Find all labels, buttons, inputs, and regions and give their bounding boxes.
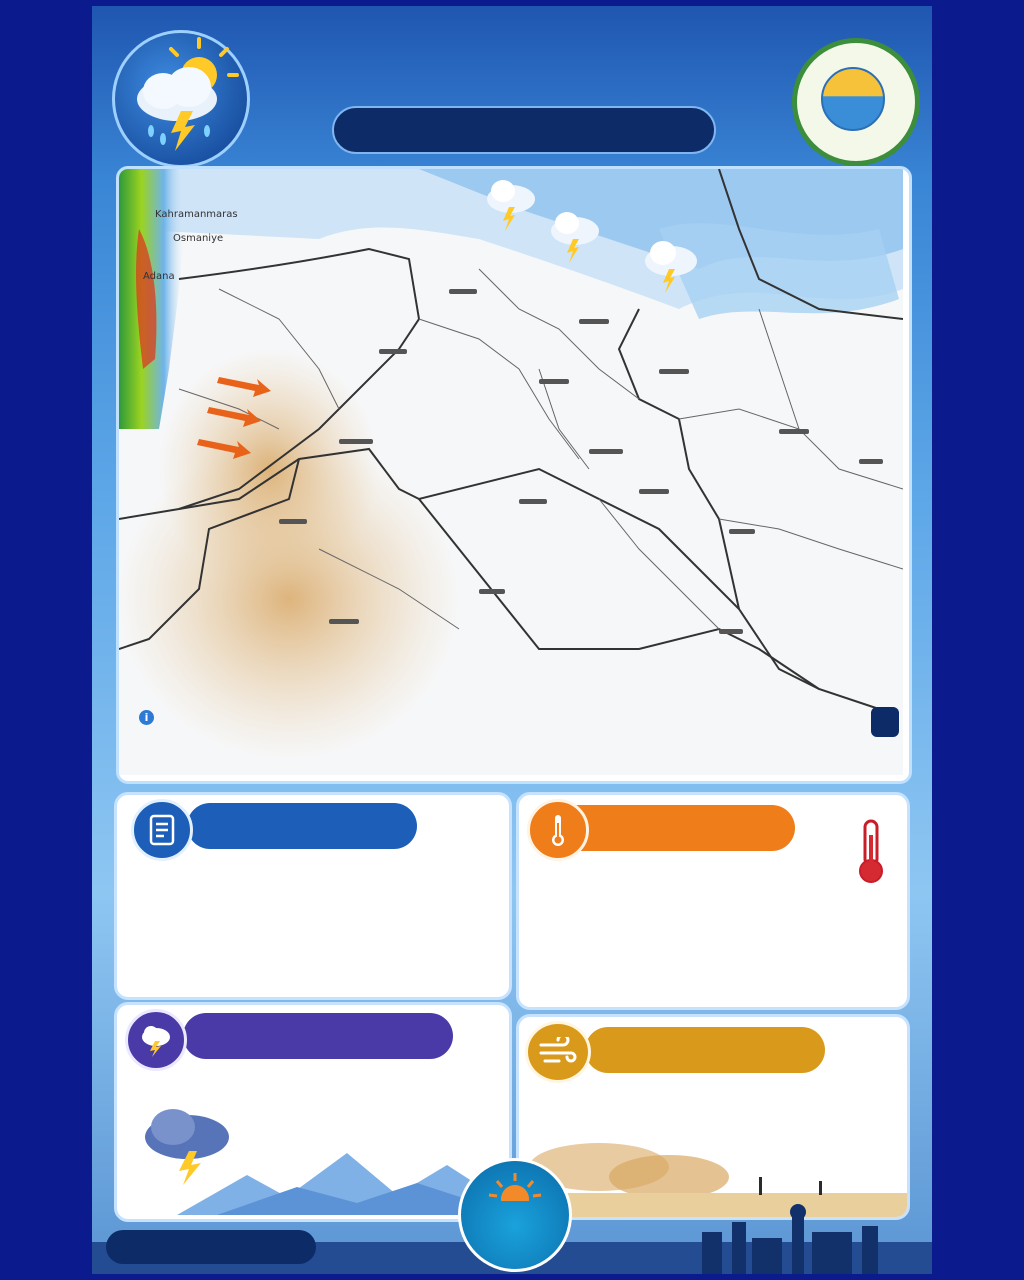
document-icon — [131, 799, 193, 861]
sun-cloud-storm-icon — [112, 30, 250, 168]
legend-bottom-labels — [137, 759, 741, 773]
wind-title — [585, 1027, 825, 1073]
legend-title — [133, 709, 154, 725]
precipitation-map — [116, 166, 912, 784]
legend-top-labels — [137, 725, 741, 739]
svg-text:Adana: Adana — [143, 271, 175, 282]
mountain-storm-illustration — [117, 1105, 509, 1215]
wind-icon — [525, 1021, 591, 1083]
summary-card — [114, 792, 512, 1000]
info-icon[interactable]: i — [139, 710, 154, 725]
legend-color-scale — [137, 741, 741, 757]
wind-card — [516, 1014, 910, 1220]
temperature-card — [516, 792, 910, 1010]
storm-cloud-small-icon — [125, 1009, 187, 1071]
summary-title — [187, 803, 417, 849]
hashtag-label[interactable] — [106, 1230, 316, 1264]
thermometer-small-icon — [527, 799, 589, 861]
thunder-card — [114, 1002, 512, 1222]
logo-emblem — [821, 67, 885, 131]
temperature-title — [555, 805, 795, 851]
map-graphic — [119, 169, 903, 775]
forecast-poster — [92, 6, 932, 1274]
forecast-department-tag — [871, 707, 899, 737]
meteorology-authority-logo — [792, 38, 920, 166]
svg-text:Kahramanmaras: Kahramanmaras — [155, 209, 238, 220]
date-pill — [332, 106, 716, 154]
thermometer-icon — [851, 817, 891, 885]
svg-text:Osmaniye: Osmaniye — [173, 233, 224, 244]
assabah-logo — [458, 1158, 572, 1272]
thunder-title — [183, 1013, 453, 1059]
